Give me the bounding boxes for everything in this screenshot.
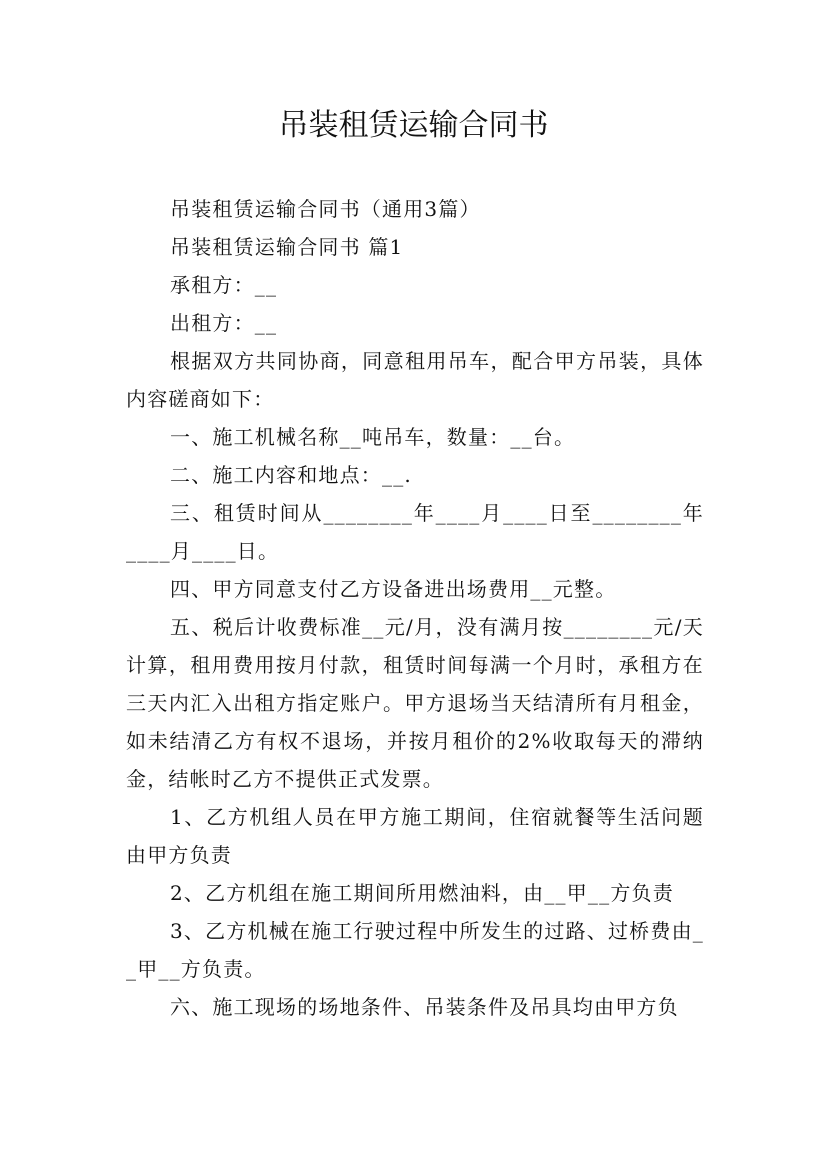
paragraph-clause-2: 二、施工内容和地点：__. — [170, 463, 412, 487]
paragraph-clause-1: 一、施工机械名称__吨吊车，数量：__台。 — [170, 425, 576, 449]
paragraph-part-heading: 吊装租赁运输合同书 篇1 — [170, 235, 404, 259]
paragraph-item-2: 2、乙方机组在施工期间所用燃油料，由__甲__方负责 — [170, 881, 674, 905]
paragraph-clause-4: 四、甲方同意支付乙方设备进出场费用__元整。 — [170, 577, 617, 601]
paragraph-lessor: 出租方：__ — [170, 311, 278, 335]
paragraph-item-1: 1、乙方机组人员在甲方施工期间，住宿就餐等生活问题由甲方负责 — [126, 805, 704, 867]
document-title: 吊装租赁运输合同书 — [278, 108, 549, 143]
document-body — [126, 190, 704, 1026]
paragraph-item-3: 3、乙方机械在施工行驶过程中所发生的过路、过桥费由__甲__方负责。 — [126, 919, 704, 981]
paragraph-clause-3: 三、租赁时间从________年____月____日至________年____月____日。 — [126, 501, 704, 563]
paragraph-lessee: 承租方：__ — [170, 273, 278, 297]
paragraph-clause-5: 五、税后计收费标准__元/月，没有满月按________元/天计算，租用费用按月付款，租赁时间每满一个月时，承租方在三天内汇入出租方指定账户。甲方退场当天结清所有月租金，如未结清乙方有权不退场，并按月租价的2%收取每天的滞纳金，结帐时乙方不提供正式发票。 — [126, 615, 704, 791]
paragraph-subtitle: 吊装租赁运输合同书（通用3篇） — [170, 197, 481, 221]
paragraph-intro: 根据双方共同协商，同意租用吊车，配合甲方吊装，具体内容磋商如下： — [126, 349, 704, 411]
paragraph-clause-6: 六、施工现场的场地条件、吊装条件及吊具均由甲方负 — [170, 995, 679, 1019]
